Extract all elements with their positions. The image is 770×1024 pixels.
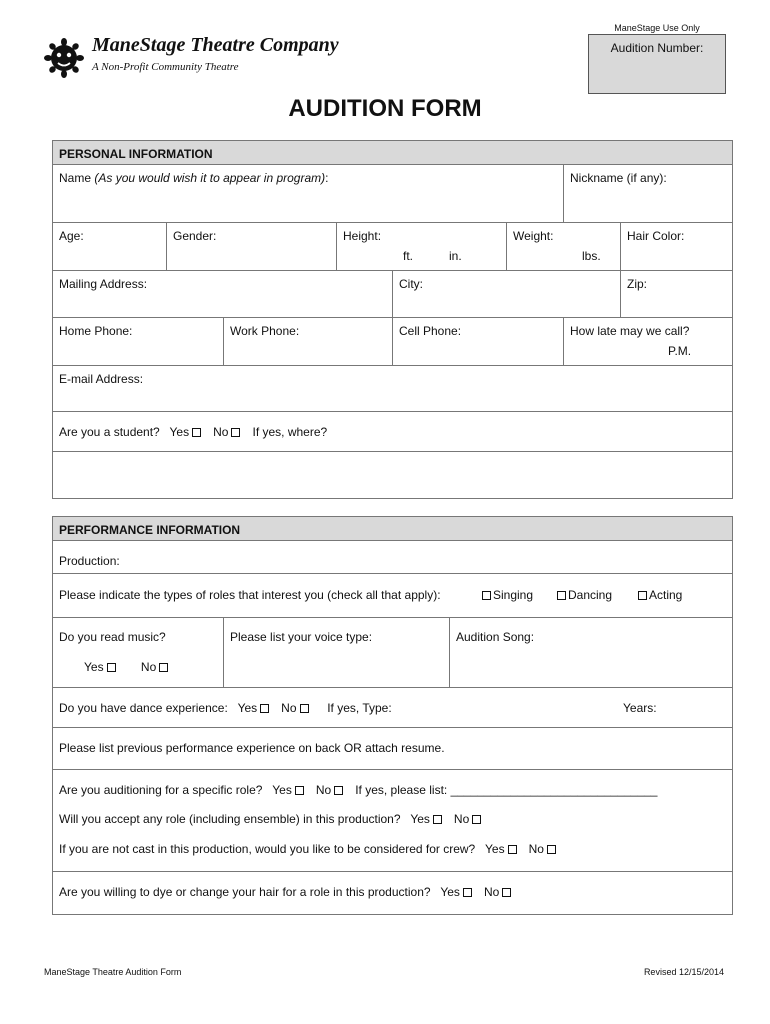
accept-any-role-line (59, 812, 483, 826)
acting-checkbox[interactable] (638, 591, 647, 600)
call-late-field[interactable] (563, 318, 732, 365)
section-heading: PERSONAL INFORMATION (53, 141, 732, 165)
student-no-label: No (213, 425, 229, 439)
weight-field[interactable] (506, 223, 620, 270)
call-late-label: How late may we call? (570, 324, 690, 338)
name-hint: (As you would wish it to appear in program) (94, 171, 326, 185)
gender-field[interactable] (166, 223, 336, 270)
experience-row (53, 728, 732, 770)
theatre-logo-icon (44, 38, 84, 78)
read-music-yes-label: Yes (84, 660, 104, 674)
name-label: Name (59, 171, 92, 185)
read-music-no-checkbox[interactable] (159, 663, 168, 672)
dance-years-label: Years: (623, 701, 657, 715)
specific-role-question: Are you auditioning for a specific role? (59, 783, 263, 797)
footer-form-name: ManeStage Theatre Audition Form (44, 967, 182, 977)
name-row (53, 165, 732, 223)
weight-unit-label: lbs. (582, 249, 601, 263)
dancing-label: Dancing (568, 588, 613, 602)
age-field[interactable] (53, 223, 166, 270)
audition-song-field[interactable] (449, 618, 732, 687)
singing-label: Singing (493, 588, 534, 602)
student-row (53, 412, 732, 452)
zip-label: Zip: (627, 277, 648, 291)
height-in-label: in. (449, 249, 462, 263)
dance-no-label: No (281, 701, 297, 715)
music-row (53, 618, 732, 688)
production-label: Production: (59, 554, 120, 568)
performance-information-section (52, 516, 733, 915)
hair-no-label: No (483, 885, 500, 899)
name-colon: : (325, 171, 329, 185)
accept-any-question: Will you accept any role (including ensemble) in this production? (59, 812, 401, 826)
specific-role-no-checkbox[interactable] (334, 786, 343, 795)
hair-change-question (53, 872, 732, 914)
accept-any-no-label: No (453, 812, 470, 826)
org-name: ManeStage Theatre Company (92, 34, 339, 56)
previous-experience-note (53, 728, 732, 769)
student-yes-checkbox[interactable] (192, 428, 201, 437)
hair-color-label: Hair Color: (627, 229, 685, 243)
dance-question (53, 688, 732, 727)
org-tagline: A Non-Profit Community Theatre (92, 61, 239, 73)
crew-no-label: No (528, 842, 544, 856)
home-phone-field[interactable] (53, 318, 223, 365)
roles-question-label: Please indicate the types of roles that interest you (check all that apply): (59, 588, 441, 602)
voice-type-label: Please list your voice type: (230, 630, 373, 644)
dance-yes-checkbox[interactable] (260, 704, 269, 713)
role-preferences-row (53, 770, 732, 872)
student-question-label: Are you a student? (59, 425, 160, 439)
use-only-label: ManeStage Use Only (614, 23, 700, 33)
production-row (53, 541, 732, 574)
specific-role-no-label: No (315, 783, 332, 797)
roles-question (53, 574, 732, 617)
name-field[interactable] (53, 165, 563, 222)
hair-color-field[interactable] (620, 223, 732, 270)
read-music-no-label: No (140, 660, 157, 674)
email-label: E-mail Address: (59, 372, 144, 386)
call-late-unit: P.M. (668, 344, 692, 358)
crew-question: If you are not cast in this production, would you like to be considered for crew? (59, 842, 476, 856)
crew-yes-label: Yes (485, 842, 505, 856)
accept-any-yes-label: Yes (410, 812, 430, 826)
specific-role-yes-checkbox[interactable] (295, 786, 304, 795)
student-where-row (53, 452, 732, 498)
mailing-address-field[interactable] (53, 271, 392, 317)
hair-change-label: Are you willing to dye or change your hair for a role in this production? (59, 885, 431, 899)
details-row (53, 223, 732, 271)
email-row (53, 366, 732, 412)
production-field[interactable] (53, 541, 732, 573)
nickname-label: Nickname (if any): (570, 171, 667, 185)
section-heading: PERFORMANCE INFORMATION (53, 517, 732, 541)
accept-any-yes-checkbox[interactable] (433, 815, 442, 824)
dance-type-label: If yes, Type: (327, 701, 392, 715)
roles-row (53, 574, 732, 618)
acting-label: Acting (649, 588, 683, 602)
student-where-label: If yes, where? (252, 425, 328, 439)
email-field[interactable] (53, 366, 732, 411)
specific-role-yes-label: Yes (272, 783, 292, 797)
hair-change-row (53, 872, 732, 914)
audition-song-label: Audition Song: (456, 630, 535, 644)
nickname-field[interactable] (563, 165, 732, 222)
crew-no-checkbox[interactable] (547, 845, 556, 854)
age-label: Age: (59, 229, 84, 243)
hair-no-checkbox[interactable] (502, 888, 511, 897)
read-music-yes-checkbox[interactable] (107, 663, 116, 672)
personal-information-section (52, 140, 733, 499)
dance-no-checkbox[interactable] (300, 704, 309, 713)
student-no-checkbox[interactable] (231, 428, 240, 437)
work-phone-field[interactable] (223, 318, 392, 365)
accept-any-no-checkbox[interactable] (472, 815, 481, 824)
zip-field[interactable] (620, 271, 732, 317)
city-label: City: (399, 277, 423, 291)
student-question (53, 412, 732, 451)
specific-role-list-field[interactable]: If yes, please list: _______________________________ (355, 783, 658, 797)
crew-line (59, 842, 558, 856)
height-label: Height: (343, 229, 382, 243)
role-preferences (53, 770, 732, 871)
dancing-checkbox[interactable] (557, 591, 566, 600)
home-phone-label: Home Phone: (59, 324, 133, 338)
height-ft-label: ft. (403, 249, 414, 263)
work-phone-label: Work Phone: (230, 324, 300, 338)
height-field[interactable] (336, 223, 506, 270)
form-title: AUDITION FORM (288, 95, 482, 122)
hair-yes-label: Yes (440, 885, 460, 899)
read-music-field (53, 618, 223, 687)
audition-number-box[interactable] (588, 34, 726, 94)
city-field[interactable] (392, 271, 620, 317)
cell-phone-label: Cell Phone: (399, 324, 462, 338)
read-music-label: Do you read music? (59, 630, 166, 644)
student-where-field[interactable] (53, 452, 732, 498)
mailing-address-label: Mailing Address: (59, 277, 148, 291)
weight-label: Weight: (513, 229, 554, 243)
dance-row (53, 688, 732, 728)
voice-type-field[interactable] (223, 618, 449, 687)
specific-role-line (59, 783, 657, 797)
footer-revision-date: Revised 12/15/2014 (643, 967, 724, 977)
crew-yes-checkbox[interactable] (508, 845, 517, 854)
singing-checkbox[interactable] (482, 591, 491, 600)
phone-row (53, 318, 732, 366)
gender-label: Gender: (173, 229, 217, 243)
dance-yes-label: Yes (237, 701, 258, 715)
dance-question-label: Do you have dance experience: (59, 701, 228, 715)
student-yes-label: Yes (169, 425, 190, 439)
cell-phone-field[interactable] (392, 318, 563, 365)
hair-yes-checkbox[interactable] (463, 888, 472, 897)
address-row (53, 271, 732, 318)
audition-number-label: Audition Number: (610, 41, 704, 55)
previous-experience-label: Please list previous performance experience on back OR attach resume. (59, 741, 445, 755)
